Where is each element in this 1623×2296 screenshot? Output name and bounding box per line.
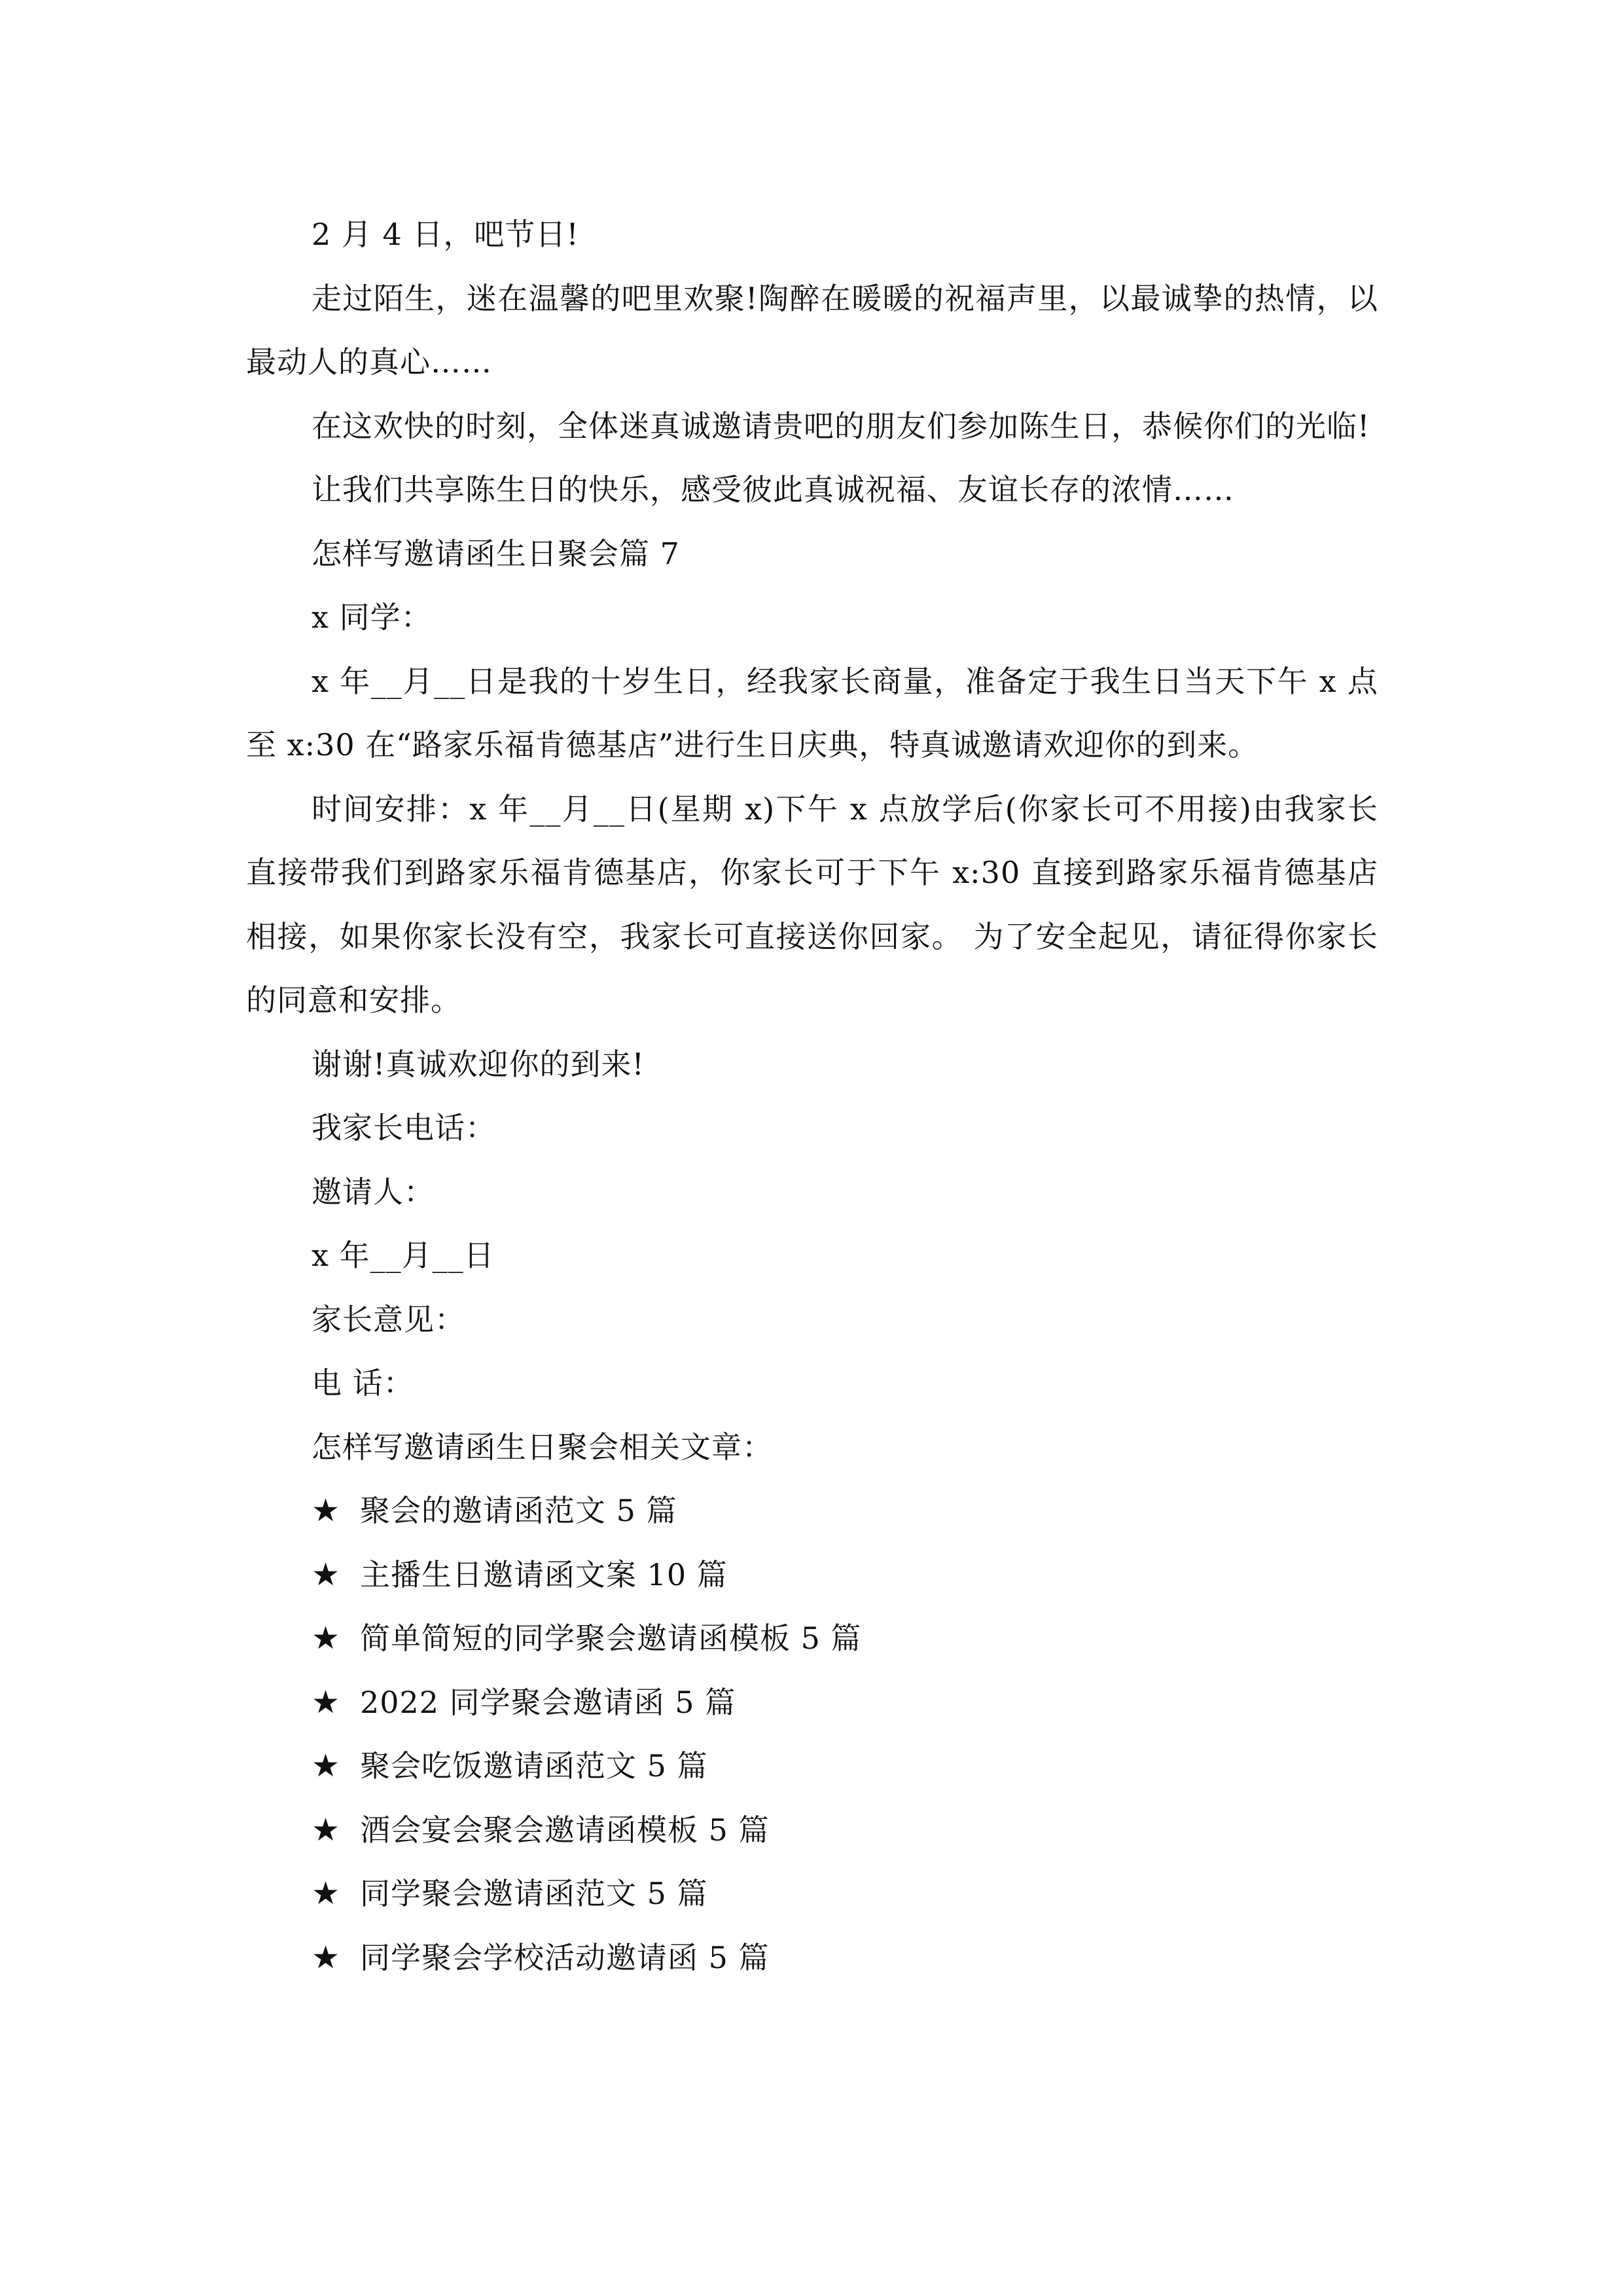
section-heading: 怎样写邀请函生日聚会篇 7 — [312, 535, 680, 571]
phone-line: 电 话： — [312, 1365, 414, 1401]
related-article-link[interactable]: 同学聚会邀请函范文 5 篇 — [360, 1876, 708, 1911]
related-articles-list — [246, 1479, 1378, 1990]
related-article-item[interactable] — [246, 1926, 1378, 1990]
related-article-item[interactable] — [246, 1479, 1378, 1543]
related-article-link[interactable]: 2022 同学聚会邀请函 5 篇 — [360, 1684, 736, 1720]
document-body — [246, 203, 1378, 1990]
schedule-paragraph: 时间安排：x 年__月__日(星期 x)下午 x 点放学后(你家长可不用接)由我家长直接带我们到路家乐福肯德基店，你家长可于下午 x:30 直接到路家乐福肯德基店相接，如果你家长没有空，我家长可直接送你回家。 为了安全起见，请征得你家长的同意和安排。 — [246, 791, 1378, 1018]
related-article-item[interactable] — [246, 1543, 1378, 1607]
related-article-item[interactable] — [246, 1799, 1378, 1863]
parent-phone-line: 我家长电话： — [312, 1110, 496, 1145]
salutation: x 同学： — [312, 600, 432, 635]
star-icon: ★ — [312, 1748, 341, 1784]
related-article-link[interactable]: 主播生日邀请函文案 10 篇 — [360, 1556, 728, 1592]
star-icon: ★ — [312, 1620, 341, 1657]
star-icon: ★ — [312, 1939, 341, 1976]
invitation-paragraph: 在这欢快的时刻，全体迷真诚邀请贵吧的朋友们参加陈生日，恭候你们的光临! — [312, 408, 1370, 444]
greeting-paragraph: 走过陌生，迷在温馨的吧里欢聚!陶醉在暖暖的祝福声里，以最诚挚的热情，以最动人的真心…… — [246, 280, 1378, 380]
related-article-link[interactable]: 聚会吃饭邀请函范文 5 篇 — [360, 1748, 708, 1784]
related-articles-heading: 怎样写邀请函生日聚会相关文章： — [312, 1429, 773, 1465]
star-icon: ★ — [312, 1556, 341, 1593]
parent-opinion-line: 家长意见： — [312, 1301, 465, 1337]
related-article-item[interactable] — [246, 1607, 1378, 1671]
related-article-link[interactable]: 同学聚会学校活动邀请函 5 篇 — [360, 1939, 770, 1975]
birthday-paragraph: x 年__月__日是我的十岁生日，经我家长商量，准备定于我生日当天下午 x 点至 x:30 在“路家乐福肯德基店”进行生日庆典，特真诚邀请欢迎你的到来。 — [246, 663, 1378, 762]
star-icon: ★ — [312, 1875, 341, 1912]
date-line: 2 月 4 日，吧节日! — [312, 217, 579, 252]
related-article-link[interactable]: 酒会宴会聚会邀请函模板 5 篇 — [360, 1812, 770, 1848]
thanks-line: 谢谢!真诚欢迎你的到来! — [312, 1046, 645, 1082]
related-article-link[interactable]: 聚会的邀请函范文 5 篇 — [360, 1493, 677, 1528]
star-icon: ★ — [312, 1683, 341, 1721]
related-article-link[interactable]: 简单简短的同学聚会邀请函模板 5 篇 — [360, 1621, 862, 1656]
related-article-item[interactable] — [246, 1671, 1378, 1735]
sharing-paragraph: 让我们共享陈生日的快乐，感受彼此真诚祝福、友谊长存的浓情…… — [312, 472, 1234, 507]
star-icon: ★ — [312, 1492, 341, 1529]
signature-date-line: x 年__月__日 — [312, 1238, 495, 1273]
inviter-line: 邀请人： — [312, 1174, 435, 1210]
related-article-item[interactable] — [246, 1734, 1378, 1799]
star-icon: ★ — [312, 1811, 341, 1848]
related-article-item[interactable] — [246, 1862, 1378, 1926]
